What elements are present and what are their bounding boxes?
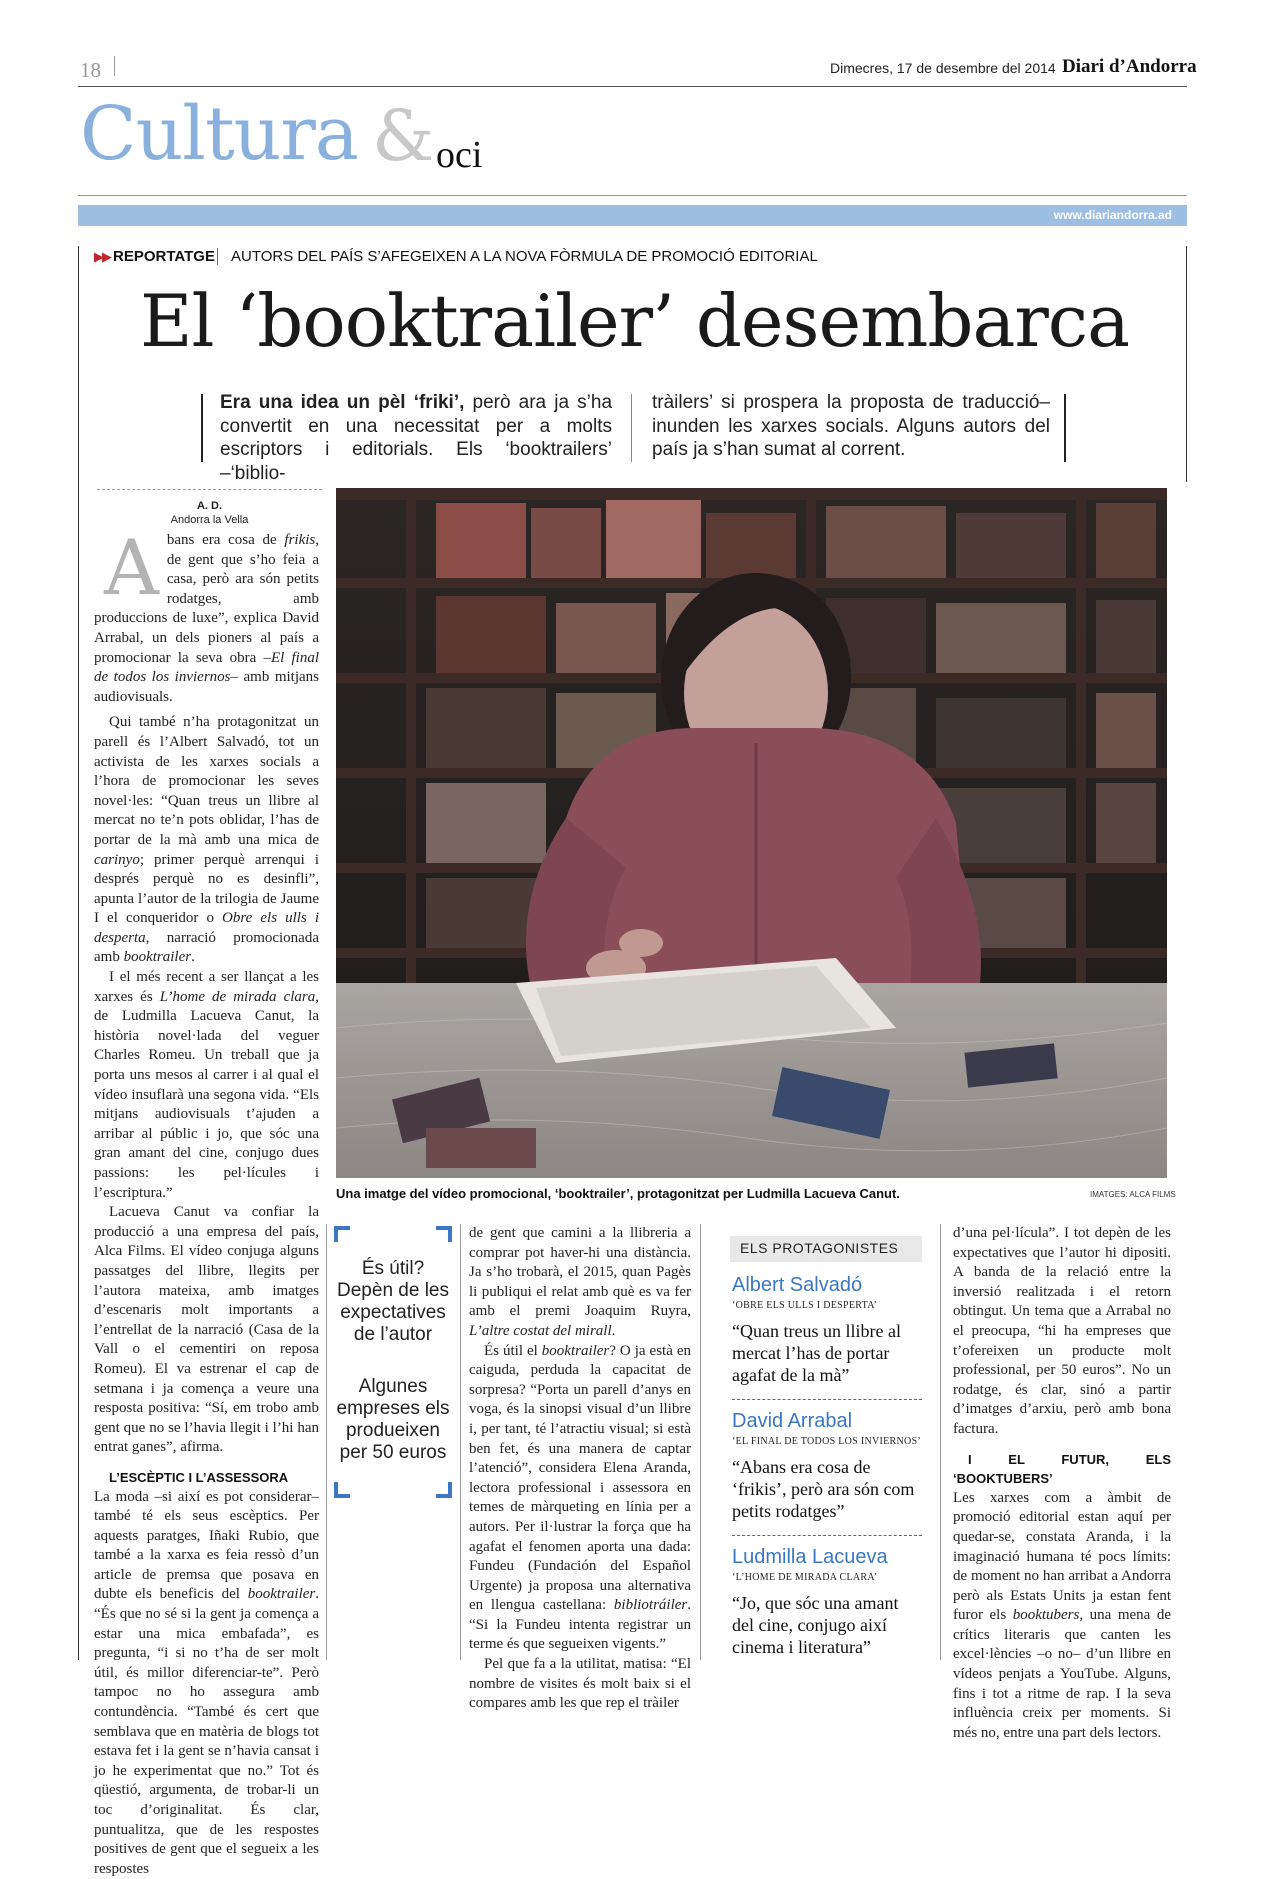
photo-credit: IMATGES: ALCA FILMS: [1090, 1190, 1176, 1199]
body-paragraph: Qui també n’ha protagonitzat un parell és l’Albert Salvadó, tot un activista de les xarxes socials a l’hora de promocionar les seves novel·les: “Quan treus un llibre al mercat no te’n pots oblidar, l’has de portar de la mà amb una mica de carinyo; primer perquè arrenqui i després perquè no es desinfli”, apunta l’autor de la trilogia de Jaume I el conqueridor o Obre els ulls i desperta, narració promocionada amb booktrailer.: [94, 713, 319, 968]
protagonist-divider: [732, 1399, 922, 1400]
masthead-rule: [78, 86, 1187, 87]
article-column-4: [953, 1224, 1171, 1743]
protagonist-name: Albert Salvadó: [732, 1274, 862, 1297]
lead-part-1: [220, 391, 612, 485]
body-paragraph: Les xarxes com a àmbit de promoció editorial estan aquí per quedar-se, constata Aranda, i la imaginació humana té pocs límits: de moment no han arribat a Andorra però als Estats Units ja estan fent furor els booktubers, una mena de crítics literaris que canten les excel·lències –o no– d’un llibre en vídeos penjats a YouTube. Alguns, fins i tot a ritme de rap. I la seva influència creix per moments. Si més no, entre una part dels lectors.: [953, 1489, 1171, 1744]
lead-text-1: però ara ja s’ha convertit en una necessitat per a molts escriptors i editorials. Els ‘booktrailers’ –‘biblio-: [220, 392, 612, 484]
issue-date: Dimecres, 17 de desembre del 2014: [830, 60, 1056, 76]
protagonist-quote: “Quan treus un llibre al mercat l’has de portar agafat de la mà”: [732, 1320, 922, 1386]
column-divider: [460, 1224, 461, 1660]
body-paragraph: Pel que fa a la utilitat, matisa: “El nombre de visites és molt baix si el compares amb les que rep el tràiler: [469, 1655, 691, 1714]
kicker-divider: [217, 248, 218, 265]
column-divider: [326, 1224, 327, 1660]
protagonist-quote: “Jo, que sóc una amant del cine, conjugo així cinema i literatura”: [732, 1592, 922, 1658]
body-paragraph: Lacueva Canut va confiar la producció a una empresa del país, Alca Films. El vídeo conjuga alguns passatges del llibre, llegits per l’autora mateixa, amb imatges d’escenaris molt importants a l’entrellat de la narració (Casa de la Vall o el cementiri on reposa Romeu). El va estrenar el cap de setmana i ja comença a veure una resposta positiva: “Sí, em trobo amb gent que no se l’havia llegit i l’hi han entrat ganes”, afirma.: [94, 1203, 319, 1458]
byline-place: Andorra la Vella: [97, 514, 322, 526]
byline-rule: [97, 489, 322, 490]
section-bar: [78, 205, 1187, 226]
protagonist-divider: [732, 1535, 922, 1536]
drop-cap: A: [104, 535, 159, 601]
newspaper-name: Diari d’Andorra: [1062, 56, 1197, 78]
subhead: I EL FUTUR, ELS ‘BOOKTUBERS’: [953, 1450, 1171, 1489]
protagonist-book: ‘L’HOME DE MIRADA CLARA’: [732, 1572, 877, 1583]
body-paragraph: d’una pel·lícula”. I tot depèn de les expectatives que l’autor hi dipositi. A banda de la relació entre la inversió realitzada i el retorn obtingut. Un tema que a Arrabal no el preocupa, “hi ha empreses que t’ofereixen un producte molt professional, per 50 euros”. No un rodatge, és clar, sinó a partir d’imatges d’arxiu, però amb bona factura.: [953, 1224, 1171, 1440]
body-paragraph: I el més recent a ser llançat a les xarxes és L’home de mirada clara, de Ludmilla Lacueva Canut, la història novel·lada del veguer Charles Romeu. Un treball que ja porta uns mesos al carrer i al qual el vídeo insuflarà una segona vida. “Els mitjans audiovisuals t’ajuden a arribar al públic i jo, que sóc una gran amant del cine, conjugo dues passions: les pel·lícules i l’escriptura.”: [94, 968, 319, 1203]
protagonist-name: David Arrabal: [732, 1410, 852, 1433]
lead-part-2: tràilers’ si prospera la proposta de traducció– inunden les xarxes socials. Alguns autors del país ja s’han sumat al corrent.: [652, 391, 1050, 462]
website-link[interactable]: www.diariandorra.ad: [1054, 208, 1172, 222]
bracket-corner: [436, 1226, 452, 1242]
protagonist-name: Ludmilla Lacueva: [732, 1546, 888, 1569]
protagonist-book: ‘OBRE ELS ULLS I DESPERTA’: [732, 1300, 877, 1311]
section-subtitle: oci: [436, 133, 482, 177]
kicker-text: AUTORS DEL PAÍS S’AFEGEIXEN A LA NOVA FÒRMULA DE PROMOCIÓ EDITORIAL: [231, 248, 818, 265]
headline: El ‘booktrailer’ desembarca: [80, 282, 1189, 361]
protagonist-quote: “Abans era cosa de ‘frikis’, però ara són com petits rodatges”: [732, 1456, 922, 1522]
bracket-corner: [334, 1482, 350, 1498]
photo-caption: Una imatge del vídeo promocional, ‘booktrailer’, protagonitzat per Ludmilla Lacueva Canut.: [336, 1186, 900, 1201]
subhead: L’ESCÈPTIC I L’ASSESSORA: [94, 1468, 319, 1488]
kicker-label: REPORTATGE: [113, 248, 215, 265]
body-paragraph: La moda –si així es pot considerar– també té els seus escèptics. Per aquests paratges, Iñaki Rubio, que també a la xarxa es feia ressò d’un article de premsa que posava en dubte els beneficis del booktrailer. “És que no sé si la gent ja comença a estar una mica embafada”, es pregunta, “i si no t’ha de ser molt útil, és millor diferenciar-te”. Però tampoc no ho assegura amb contundència. “També és cert que semblava que en matèria de blogs tot estava fet i la gent se n’havia cansat i jo he experimentat que no.” Tot és qüestió, argumenta, de trobar-li un toc d’originalitat. És clar, puntualitza, que de les respostes positives de gent que el segueix a les respostes: [94, 1488, 319, 1879]
page-number-divider: [114, 56, 115, 76]
body-paragraph: de gent que camini a la llibreria a comprar pot haver-hi una distància. Ja s’ho trobarà, el 2015, quan Pagès li publiqui el relat amb què es va fer amb el premi Joaquim Ruyra, L’altre costat del mirall.: [469, 1224, 691, 1342]
pull-quote-2: Algunes empreses els produeixen per 50 euros: [334, 1376, 452, 1464]
pull-quote-1: És útil? Depèn de les expectatives de l’autor: [334, 1258, 452, 1346]
body-paragraph: Abans era cosa de frikis, de gent que s’ho feia a casa, però ara són petits rodatges, amb produccions de luxe”, explica David Arrabal, un dels pioners al país a promocionar la seva obra –El final de todos los inviernos– amb mitjans audiovisuals.: [94, 531, 319, 707]
bracket-corner: [436, 1482, 452, 1498]
article-column-2: [469, 1224, 691, 1714]
section-ampersand: &: [372, 101, 434, 171]
article-column-1: [94, 531, 319, 1879]
section-rule: [78, 195, 1187, 196]
bracket-corner: [334, 1226, 350, 1242]
lead-bar-left: [201, 394, 203, 462]
page-number: 18: [80, 58, 101, 83]
byline-author: A. D.: [97, 500, 322, 512]
body-paragraph: És útil el booktrailer? O ja està en caiguda, perduda la capacitat de sorpresa? “Porta un parell d’anys en voga, és la sinopsi visual d’un llibre i, per tant, té l’atractiu visual; si està ben fet, és una manera de captar l’atenció”, considera Elena Aranda, lectora professional i assessora en temes de màrqueting en línia per a autors. Per il·lustrar la força que ha agafat el fenomen aporta una dada: Fundeu (Fundación del Español Urgente) ja proposa una alternativa en llengua castellana: bibliotráiler. “Si la Fundeu intenta registrar un terme és que segueixen vigents.”: [469, 1342, 691, 1656]
photo-illustration: [336, 488, 1167, 1178]
protagonist-book: ‘EL FINAL DE TODOS LOS INVIERNOS’: [732, 1436, 921, 1447]
article-frame-left: [78, 246, 79, 1660]
lead-bar-right: [1064, 394, 1066, 462]
column-divider: [700, 1224, 701, 1660]
protagonists-title: ELS PROTAGONISTES: [740, 1240, 898, 1256]
lead-divider: [631, 394, 632, 462]
column-divider: [940, 1224, 941, 1660]
lead-bold: Era una idea un pèl ‘friki’,: [220, 392, 464, 413]
section-title: Cultura: [80, 97, 358, 171]
double-chevron-icon: ▶▶: [94, 250, 110, 265]
pull-quote-box: [334, 1226, 452, 1498]
article-photo: [336, 488, 1167, 1178]
